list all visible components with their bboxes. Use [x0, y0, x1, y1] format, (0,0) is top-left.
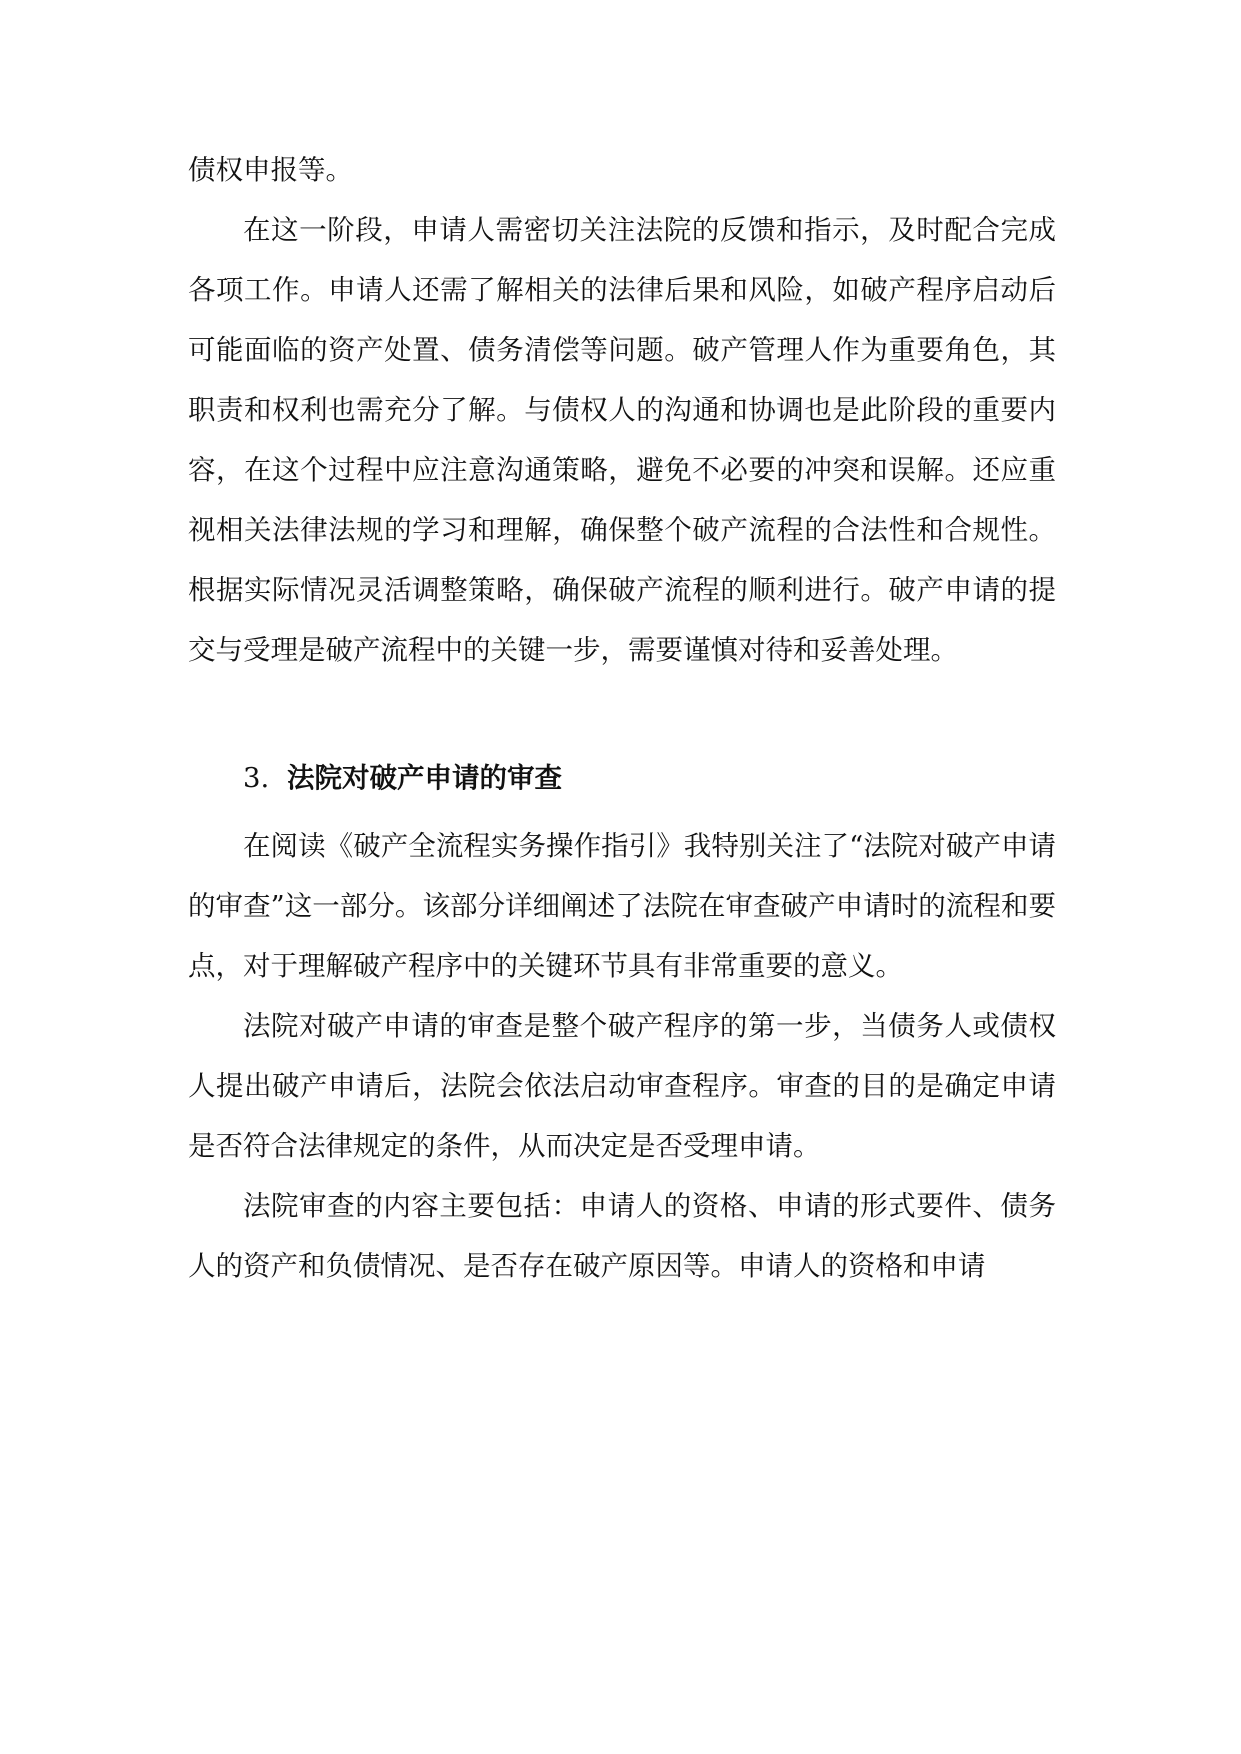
paragraph-court-review-first-step: 法院对破产申请的审查是整个破产程序的第一步，当债务人或债权人提出破产申请后，法院会依法启动审查程序。审查的目的是确定申请是否符合法律规定的条件，从而决定是否受理申请。 — [188, 1010, 1056, 1162]
paragraph-review-content: 法院审查的内容主要包括：申请人的资格、申请的形式要件、债务人的资产和负债情况、是否存在破产原因等。申请人的资格和申请 — [188, 1190, 1056, 1282]
section-heading — [188, 748, 1056, 808]
paragraph-reading-note: 在阅读《破产全流程实务操作指引》我特别关注了“法院对破产申请的审查”这一部分。该部分详细阐述了法院在审查破产申请时的流程和要点，对于理解破产程序中的关键环节具有非常重要的意义。 — [188, 830, 1056, 982]
section-number: 3. — [243, 762, 270, 794]
document-body — [188, 140, 1056, 1296]
paragraph-continuation: 债权申报等。 — [188, 154, 353, 186]
paragraph-application-stage: 在这一阶段，申请人需密切关注法院的反馈和指示，及时配合完成各项工作。申请人还需了解相关的法律后果和风险，如破产程序启动后可能面临的资产处置、债务清偿等问题。破产管理人作为重要角色，其职责和权利也需充分了解。与债权人的沟通和协调也是此阶段的重要内容，在这个过程中应注意沟通策略，避免不必要的冲突和误解。还应重视相关法律法规的学习和理解，确保整个破产流程的合法性和合规性。根据实际情况灵活调整策略，确保破产流程的顺利进行。破产申请的提交与受理是破产流程中的关键一步，需要谨慎对待和妥善处理。 — [188, 214, 1056, 666]
section-title: 法院对破产申请的审查 — [287, 762, 562, 794]
